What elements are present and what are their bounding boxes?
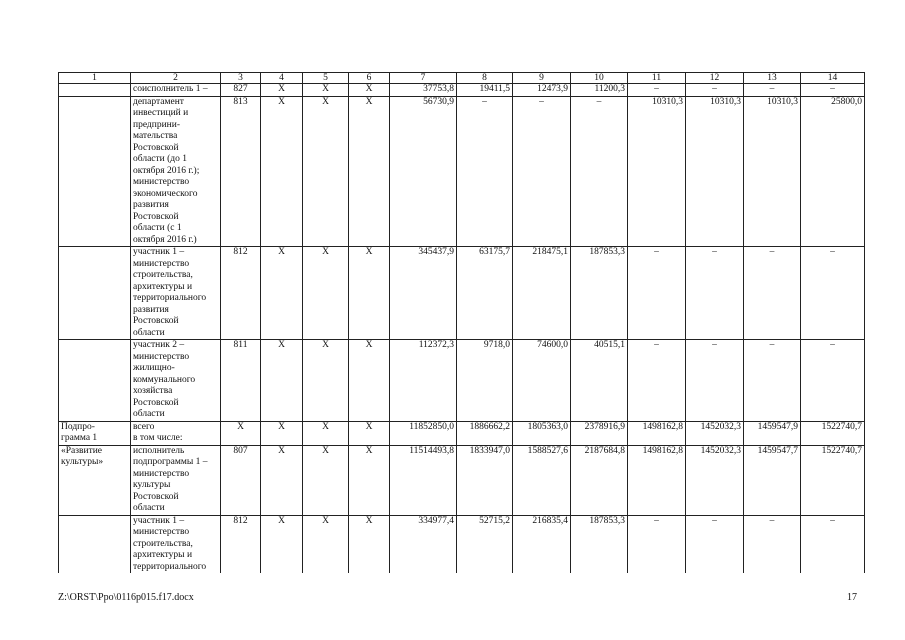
table-row bbox=[59, 96, 865, 247]
value-cell: 216835,4 bbox=[513, 515, 571, 573]
executor-line: Ростовской bbox=[133, 211, 179, 222]
value-cell: 11514493,8 bbox=[390, 445, 457, 515]
executor-line: подпрограммы 1 – bbox=[133, 457, 208, 467]
value-cell: 12473,9 bbox=[513, 84, 571, 97]
column-number: 6 bbox=[349, 73, 390, 84]
value-cell: 2378916,9 bbox=[571, 421, 628, 445]
value-cell: 25800,0 bbox=[801, 96, 865, 247]
value-cell: 812 bbox=[221, 247, 261, 340]
executor-line: инвестиций и bbox=[133, 108, 189, 118]
executor-line: развития bbox=[133, 200, 169, 210]
executor-line: территориального bbox=[133, 561, 207, 572]
value-cell: X bbox=[261, 84, 303, 97]
executor-line: участник 1 – bbox=[133, 247, 185, 257]
executor-line: участник 2 – bbox=[133, 340, 185, 350]
executor-line: в том числе: bbox=[133, 433, 183, 443]
value-cell: 187853,3 bbox=[571, 515, 628, 573]
value-cell: X bbox=[303, 84, 349, 97]
value-cell: 11200,3 bbox=[571, 84, 628, 97]
executor-line: строительства, bbox=[133, 538, 193, 549]
value-cell: – bbox=[744, 84, 801, 97]
executor-cell bbox=[131, 445, 221, 515]
executor-cell bbox=[131, 84, 221, 97]
value-cell: 1498162,8 bbox=[628, 445, 686, 515]
executor-line: строительства, bbox=[133, 270, 193, 280]
value-cell: – bbox=[457, 96, 513, 247]
value-cell: X bbox=[261, 247, 303, 340]
executor-line: коммунального bbox=[133, 374, 196, 385]
program-line: грамма 1 bbox=[61, 433, 98, 443]
value-cell: X bbox=[261, 96, 303, 247]
value-cell: 1452032,3 bbox=[686, 421, 744, 445]
program-line: Подпро- bbox=[61, 421, 95, 432]
executor-line: октября 2016 г.); bbox=[133, 165, 200, 176]
value-cell: – bbox=[686, 515, 744, 573]
value-cell: – bbox=[801, 340, 865, 422]
value-cell: 218475,1 bbox=[513, 247, 571, 340]
value-cell: 345437,9 bbox=[390, 247, 457, 340]
value-cell: X bbox=[261, 421, 303, 445]
value-cell: X bbox=[349, 445, 390, 515]
value-cell: 40515,1 bbox=[571, 340, 628, 422]
column-number: 4 bbox=[261, 73, 303, 84]
value-cell: 812 bbox=[221, 515, 261, 573]
value-cell: 1805363,0 bbox=[513, 421, 571, 445]
value-cell: – bbox=[801, 84, 865, 97]
value-cell: X bbox=[303, 340, 349, 422]
executor-line: октября 2016 г.) bbox=[133, 234, 197, 245]
value-cell: X bbox=[349, 84, 390, 97]
executor-line: архитектуры и bbox=[133, 281, 193, 292]
value-cell: 9718,0 bbox=[457, 340, 513, 422]
value-cell: 1886662,2 bbox=[457, 421, 513, 445]
table-row bbox=[59, 84, 865, 97]
value-cell: X bbox=[303, 247, 349, 340]
executor-line: мательства bbox=[133, 131, 178, 141]
value-cell: 19411,5 bbox=[457, 84, 513, 97]
executor-line: министерство bbox=[133, 351, 190, 362]
value-cell: X bbox=[349, 340, 390, 422]
program-line: «Развитие bbox=[61, 445, 103, 456]
executor-cell bbox=[131, 515, 221, 573]
program-cell bbox=[59, 340, 131, 422]
value-cell: 37753,8 bbox=[390, 84, 457, 97]
executor-line: департамент bbox=[133, 96, 184, 107]
executor-line: области bbox=[133, 409, 165, 419]
value-cell: – bbox=[513, 96, 571, 247]
value-cell: 10310,3 bbox=[686, 96, 744, 247]
value-cell: 811 bbox=[221, 340, 261, 422]
value-cell: 187853,3 bbox=[571, 247, 628, 340]
value-cell: X bbox=[303, 96, 349, 247]
value-cell: X bbox=[349, 247, 390, 340]
column-number: 14 bbox=[801, 73, 865, 84]
executor-line: культуры bbox=[133, 480, 171, 490]
value-cell: – bbox=[801, 515, 865, 573]
value-cell: X bbox=[349, 421, 390, 445]
program-cell bbox=[59, 515, 131, 573]
value-cell: – bbox=[744, 340, 801, 422]
executor-cell bbox=[131, 247, 221, 340]
value-cell: 1459547,9 bbox=[744, 421, 801, 445]
value-cell: 56730,9 bbox=[390, 96, 457, 247]
value-cell: 1459547,7 bbox=[744, 445, 801, 515]
column-number: 7 bbox=[390, 73, 457, 84]
executor-line: области bbox=[133, 503, 165, 513]
executor-line: министерство bbox=[133, 258, 190, 269]
executor-line: области (до 1 bbox=[133, 154, 188, 164]
value-cell: X bbox=[303, 445, 349, 515]
value-cell: – bbox=[686, 340, 744, 422]
column-number: 3 bbox=[221, 73, 261, 84]
value-cell: 1522740,7 bbox=[801, 445, 865, 515]
executor-line: области bbox=[133, 327, 165, 338]
executor-line: предприни- bbox=[133, 119, 181, 130]
executor-line: соисполнитель 1 – bbox=[133, 84, 208, 94]
value-cell: 334977,4 bbox=[390, 515, 457, 573]
value-cell: – bbox=[628, 84, 686, 97]
budget-table bbox=[58, 72, 865, 573]
value-cell: 807 bbox=[221, 445, 261, 515]
value-cell: X bbox=[349, 96, 390, 247]
column-number: 5 bbox=[303, 73, 349, 84]
executor-line: хозяйства bbox=[133, 386, 173, 396]
program-cell bbox=[59, 445, 131, 515]
value-cell: X bbox=[303, 515, 349, 573]
header-row bbox=[59, 73, 865, 84]
executor-line: министерство bbox=[133, 468, 190, 479]
executor-line: Ростовской bbox=[133, 142, 179, 153]
value-cell: 1588527,6 bbox=[513, 445, 571, 515]
column-number: 10 bbox=[571, 73, 628, 84]
executor-line: области (с 1 bbox=[133, 223, 182, 233]
executor-line: Ростовской bbox=[133, 397, 179, 408]
value-cell: 74600,0 bbox=[513, 340, 571, 422]
value-cell: 827 bbox=[221, 84, 261, 97]
value-cell: 1452032,3 bbox=[686, 445, 744, 515]
value-cell: 1833947,0 bbox=[457, 445, 513, 515]
executor-cell bbox=[131, 96, 221, 247]
value-cell: – bbox=[801, 247, 865, 340]
value-cell: X bbox=[261, 515, 303, 573]
value-cell: – bbox=[628, 515, 686, 573]
value-cell: X bbox=[349, 515, 390, 573]
executor-cell bbox=[131, 421, 221, 445]
column-number: 2 bbox=[131, 73, 221, 84]
value-cell: 10310,3 bbox=[628, 96, 686, 247]
file-path: Z:\ORST\Ppo\0116p015.f17.docx bbox=[58, 592, 194, 603]
executor-line: участник 1 – bbox=[133, 515, 185, 526]
value-cell: 52715,2 bbox=[457, 515, 513, 573]
column-number: 12 bbox=[686, 73, 744, 84]
table-row bbox=[59, 340, 865, 422]
value-cell: X bbox=[221, 421, 261, 445]
value-cell: – bbox=[744, 247, 801, 340]
column-number: 11 bbox=[628, 73, 686, 84]
program-cell bbox=[59, 96, 131, 247]
executor-line: архитектуры и bbox=[133, 550, 193, 560]
value-cell: – bbox=[571, 96, 628, 247]
value-cell: – bbox=[628, 340, 686, 422]
value-cell: 112372,3 bbox=[390, 340, 457, 422]
value-cell: X bbox=[261, 445, 303, 515]
column-number: 9 bbox=[513, 73, 571, 84]
program-line: культуры» bbox=[61, 457, 104, 467]
value-cell: 1522740,7 bbox=[801, 421, 865, 445]
value-cell: X bbox=[261, 340, 303, 422]
value-cell: X bbox=[303, 421, 349, 445]
column-number: 13 bbox=[744, 73, 801, 84]
value-cell: – bbox=[686, 84, 744, 97]
program-cell bbox=[59, 84, 131, 97]
executor-line: Ростовской bbox=[133, 491, 179, 502]
table-row bbox=[59, 421, 865, 445]
executor-cell bbox=[131, 340, 221, 422]
executor-line: всего bbox=[133, 421, 155, 432]
value-cell: – bbox=[744, 515, 801, 573]
executor-line: развития bbox=[133, 304, 169, 315]
value-cell: 10310,3 bbox=[744, 96, 801, 247]
table-row bbox=[59, 445, 865, 515]
value-cell: 63175,7 bbox=[457, 247, 513, 340]
executor-line: исполнитель bbox=[133, 445, 185, 456]
page-number: 17 bbox=[847, 592, 857, 603]
table-row bbox=[59, 247, 865, 340]
value-cell: 1498162,8 bbox=[628, 421, 686, 445]
value-cell: 813 bbox=[221, 96, 261, 247]
executor-line: министерство bbox=[133, 527, 190, 537]
table-row bbox=[59, 515, 865, 573]
value-cell: 11852850,0 bbox=[390, 421, 457, 445]
column-number: 1 bbox=[59, 73, 131, 84]
value-cell: – bbox=[686, 247, 744, 340]
column-number: 8 bbox=[457, 73, 513, 84]
executor-line: жилищно- bbox=[133, 363, 175, 373]
value-cell: – bbox=[628, 247, 686, 340]
executor-line: территориального bbox=[133, 293, 207, 303]
program-cell bbox=[59, 247, 131, 340]
executor-line: министерство bbox=[133, 177, 190, 187]
program-cell bbox=[59, 421, 131, 445]
value-cell: 2187684,8 bbox=[571, 445, 628, 515]
executor-line: экономического bbox=[133, 188, 198, 199]
executor-line: Ростовской bbox=[133, 316, 179, 326]
